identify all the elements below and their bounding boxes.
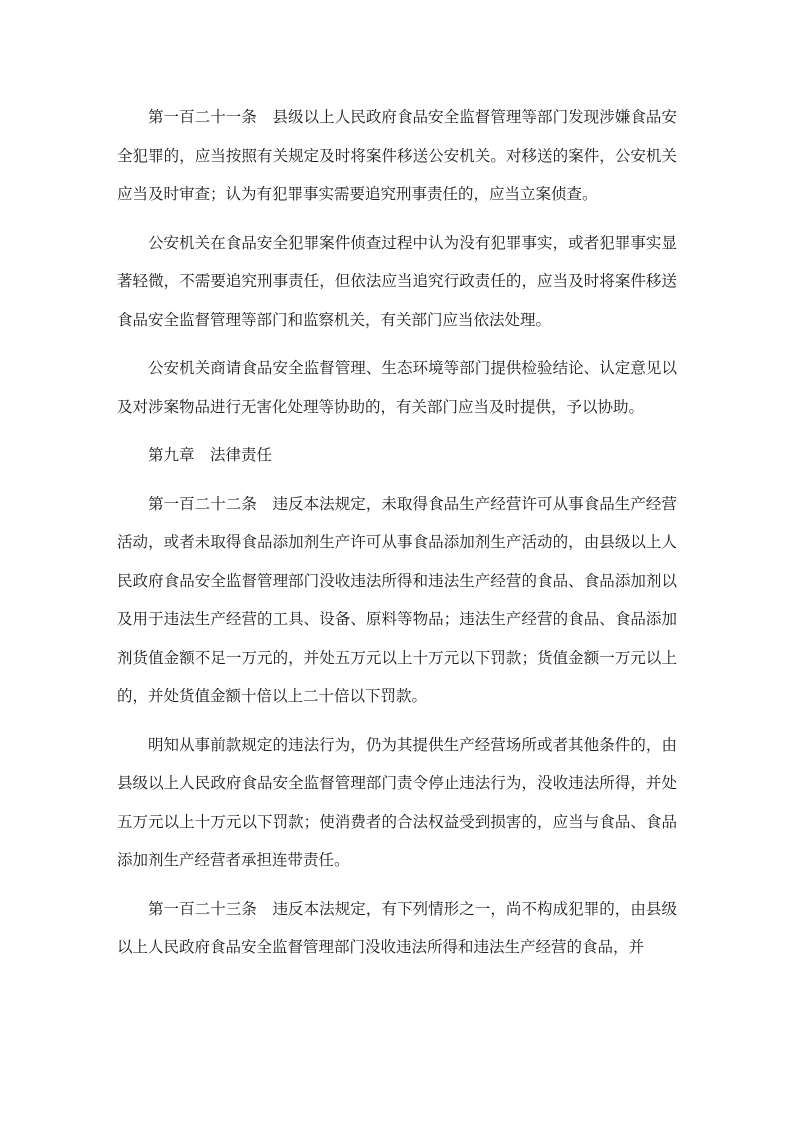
chapter-heading: 第九章 法律责任	[148, 446, 273, 464]
article-121-clause-3-paragraph: 公安机关商请食品安全监督管理、生态环境等部门提供检验结论、认定意见以及对涉案物品进行无害化处理等协助的，有关部门应当及时提供，予以协助。	[117, 359, 677, 416]
article-122-paragraph: 第一百二十二条 违反本法规定，未取得食品生产经营许可从事食品生产经营活动，或者未取得食品添加剂生产许可从事食品添加剂生产活动的，由县级以上人民政府食品安全监督管理部门没收违法所得和违法生产经营的食品、食品添加剂以及用于违法生产经营的工具、设备、原料等物品；违法生产经营的食品、食品添加剂货值金额不足一万元的，并处五万元以上十万元以下罚款；货值金额一万元以上的，并处货值金额十倍以上二十倍以下罚款。	[117, 494, 677, 705]
article-121-paragraph: 第一百二十一条 县级以上人民政府食品安全监督管理等部门发现涉嫌食品安全犯罪的，应当按照有关规定及时将案件移送公安机关。对移送的案件，公安机关应当及时审查；认为有犯罪事实需要追究刑事责任的，应当立案侦查。	[117, 108, 677, 203]
article-121-clause-2-paragraph: 公安机关在食品安全犯罪案件侦查过程中认为没有犯罪事实，或者犯罪事实显著轻微，不需要追究刑事责任，但依法应当追究行政责任的，应当及时将案件移送食品安全监督管理等部门和监察机关，有关部门应当依法处理。	[117, 233, 677, 329]
article-122-clause-2-paragraph: 明知从事前款规定的违法行为，仍为其提供生产经营场所或者其他条件的，由县级以上人民政府食品安全监督管理部门责令停止违法行为，没收违法所得，并处五万元以上十万元以下罚款；使消费者的合法权益受到损害的，应当与食品、食品添加剂生产经营者承担连带责任。	[117, 735, 677, 869]
article-123-paragraph: 第一百二十三条 违反本法规定，有下列情形之一，尚不构成犯罪的，由县级以上人民政府食品安全监督管理部门没收违法所得和违法生产经营的食品，并	[117, 899, 677, 956]
document-body	[117, 98, 677, 977]
